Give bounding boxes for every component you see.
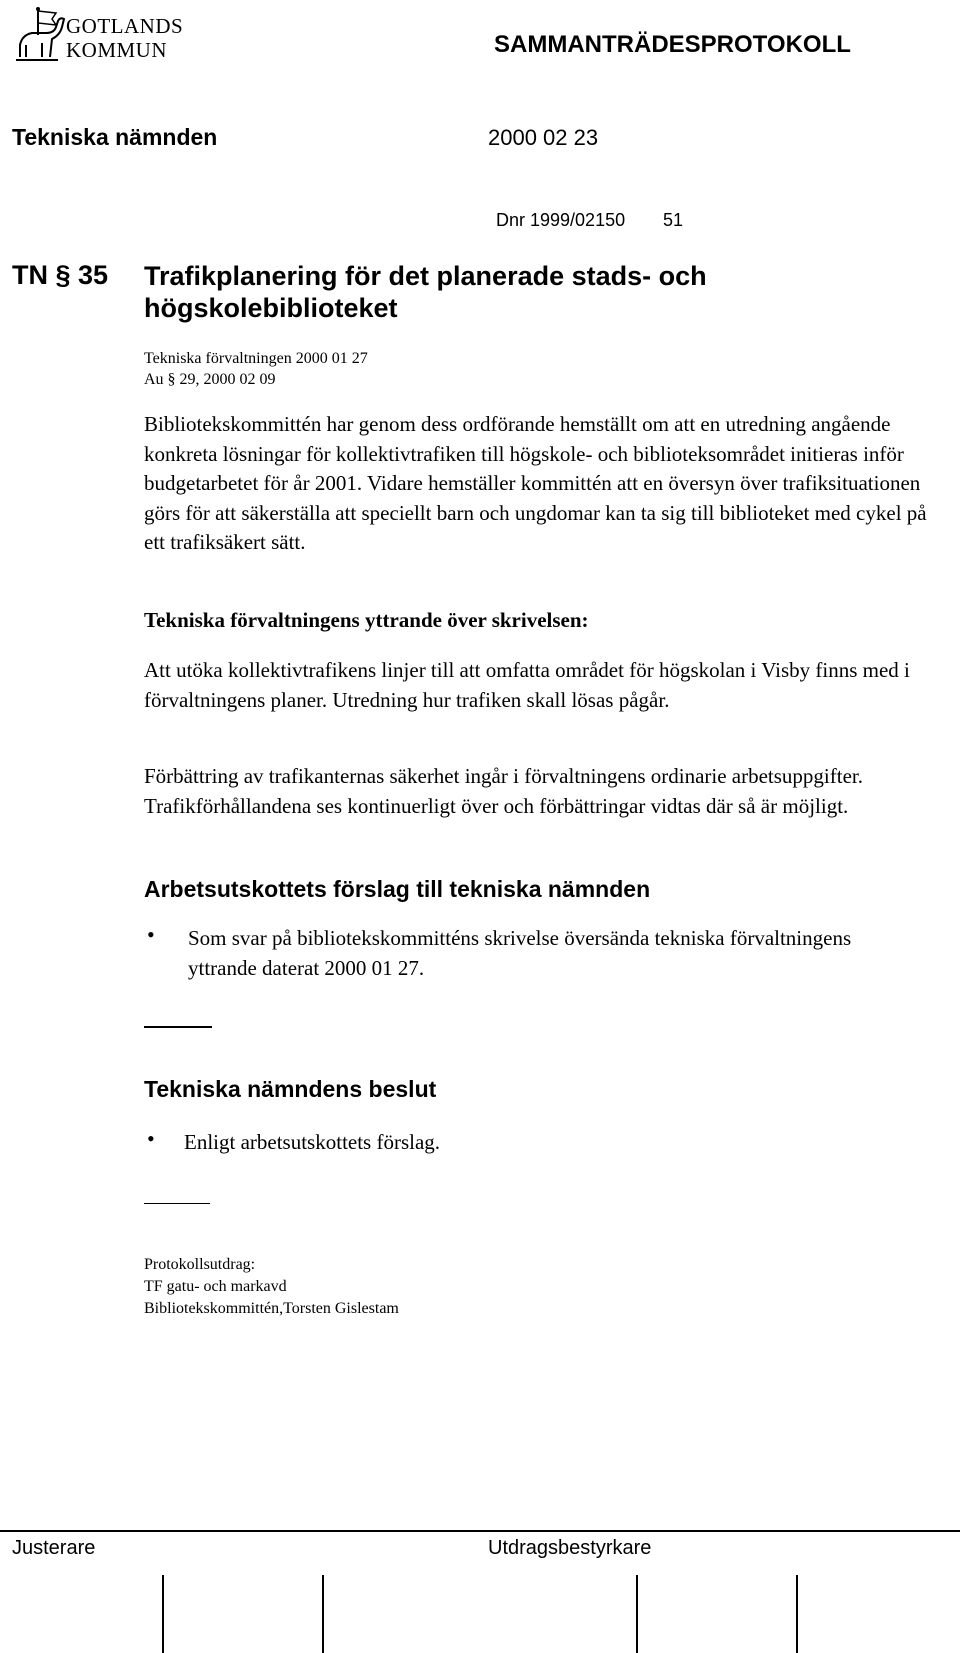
reference-line: Tekniska förvaltningen 2000 01 27 [144, 350, 368, 367]
diary-number: Dnr 1999/02150 [496, 210, 626, 230]
paragraph-id: TN § 35 [12, 260, 109, 290]
decision-item: Enligt arbetsutskottets förslag. [184, 1130, 441, 1154]
document-type: SAMMANTRÄDESPROTOKOLL [494, 31, 851, 58]
signature-field-divider [796, 1575, 798, 1653]
extract-recipient: Bibliotekskommittén,Torsten Gislestam [144, 1300, 399, 1317]
extract-recipient: TF gatu- och markavd [144, 1278, 287, 1295]
gotlands-kommun-logo [12, 5, 182, 69]
signature-field-divider [636, 1575, 638, 1653]
section-title: Trafikplanering för det planerade stads- och högskolebiblioteket [144, 261, 707, 323]
signature-field-divider [322, 1575, 324, 1653]
page-number: 51 [663, 210, 684, 230]
logo-line-1: GOTLANDS [66, 14, 182, 38]
bullet-icon: • [147, 922, 155, 947]
footer-utdragsbestyrkare-label: Utdragsbestyrkare [488, 1537, 652, 1559]
separator-line [144, 1203, 210, 1204]
signature-field-divider [162, 1575, 164, 1653]
footer-justerare-label: Justerare [12, 1537, 96, 1559]
logo-line-2: KOMMUN [66, 38, 168, 62]
gotland-ram-emblem-icon [12, 5, 182, 69]
intro-paragraph: Bibliotekskommittén har genom dess ordförande hemställt om att en utredning angående konkreta lösningar för kollektivtrafiken till högskole- och biblioteksområdet initieras inför budgetarbetet för år 2001. Vidare hemställer kommittén att en översyn över trafiksituationen görs för att säkerställa att speciellt barn och ungdomar kan ta sig till biblioteket med cykel på ett trafiksäkert sätt. [144, 412, 927, 554]
statement-heading: Tekniska förvaltningens yttrande över skrivelsen: [144, 608, 589, 632]
committee-name: Tekniska nämnden [12, 124, 218, 150]
bullet-icon: • [147, 1126, 155, 1151]
separator-line [144, 1026, 212, 1028]
meeting-date: 2000 02 23 [488, 125, 599, 150]
footer-divider [0, 1530, 960, 1532]
reference-line: Au § 29, 2000 02 09 [144, 371, 276, 388]
statement-paragraph: Förbättring av trafikanternas säkerhet ingår i förvaltningens ordinarie arbetsuppgifter. Trafikförhållandena ses kontinuerligt över och förbättringar vidtas där så är möjligt. [144, 764, 864, 818]
statement-paragraph: Att utöka kollektivtrafikens linjer till att omfatta området för högskolan i Visby finns med i förvaltningens planer. Utredning hur trafiken skall lösas pågår. [144, 658, 910, 712]
decision-heading: Tekniska nämndens beslut [144, 1076, 437, 1102]
proposal-item: Som svar på bibliotekskommitténs skrivelse översända tekniska förvaltningens yttrande daterat 2000 01 27. [188, 926, 852, 980]
proposal-heading: Arbetsutskottets förslag till tekniska nämnden [144, 876, 651, 902]
extract-label: Protokollsutdrag: [144, 1256, 256, 1273]
